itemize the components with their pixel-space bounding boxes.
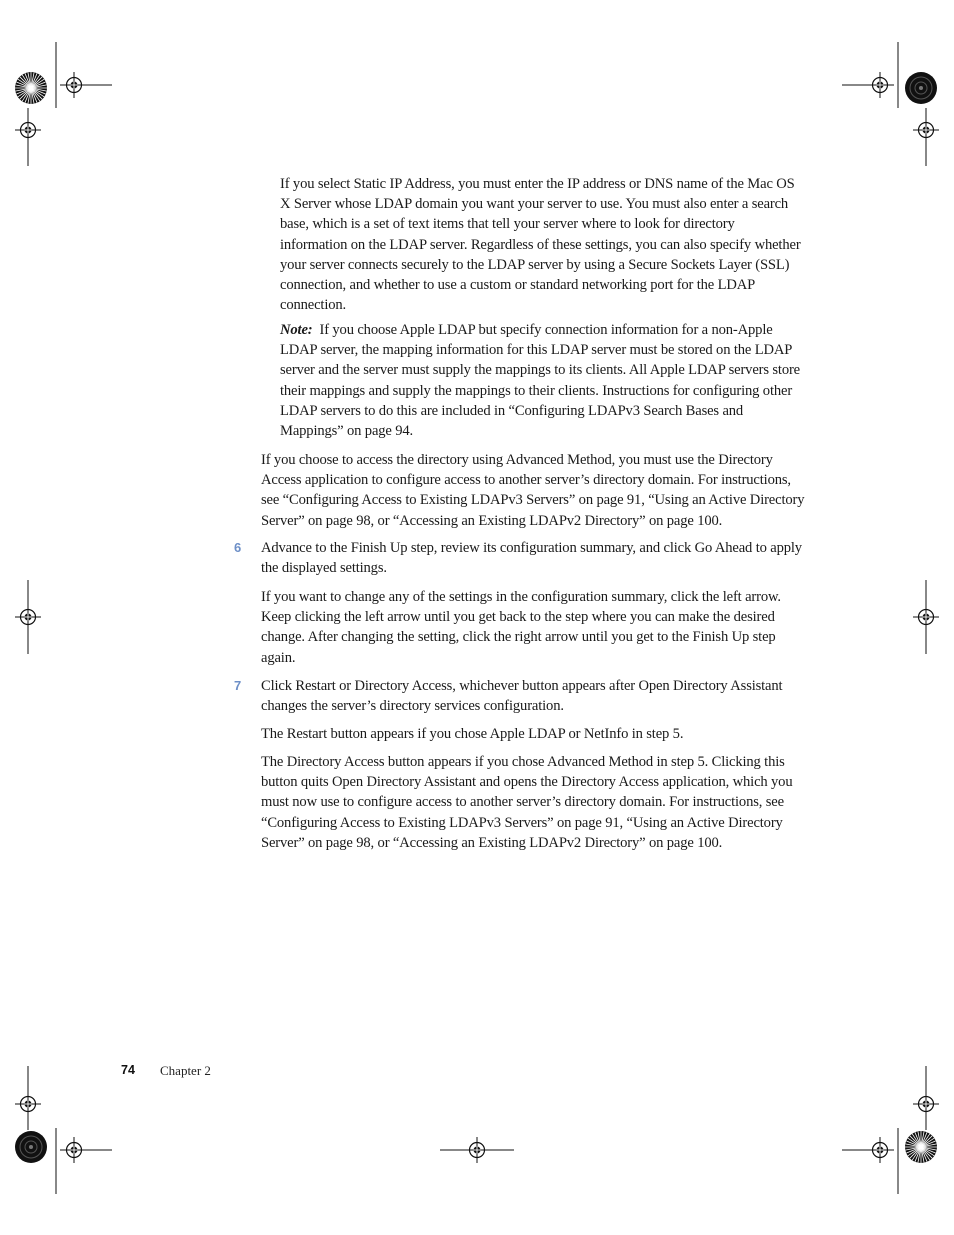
step-7-number: 7: [234, 678, 242, 693]
step-6-number: 6: [234, 540, 242, 555]
chapter-label: Chapter 2: [160, 1063, 211, 1078]
step-7-directory-access-note: The Directory Access button appears if you chose Advanced Method in step 5. Clicking this button quits Open Directory Assistant and opens the Directory Access application, which you must now use to configure access to another server’s directory domain. For instructions, see “Configuring Access to Existing LDAPv3 Servers” on page 91, “Using an Active Directory Server” on page 98, or “Accessing an Existing LDAPv2 Directory” on page 100.: [261, 754, 793, 851]
step-6-text: Advance to the Finish Up step, review its configuration summary, and click Go Ahead to apply the displayed settings.: [261, 540, 802, 577]
static-ip-paragraph: If you select Static IP Address, you must enter the IP address or DNS name of the Mac OS X Server whose LDAP domain you want your server to use. You must also enter a search base, which is a set of text items that tell your server where to look for directory information on the LDAP server. Regardless of these settings, you can also specify whether your server connects securely to the LDAP server by using a Secure Sockets Layer (SSL) connection, and whether to use a custom or standard networking port for the LDAP connection.: [280, 176, 801, 314]
advanced-method-paragraph: If you choose to access the directory using Advanced Method, you must use the Directory Access application to configure access to another server’s directory domain. For instructions, see “Configuring Access to Existing LDAPv3 Servers” on page 91, “Using an Active Directory Server” on page 98, or “Accessing an Existing LDAPv2 Directory” on page 100.: [261, 452, 805, 529]
note-text: If you choose Apple LDAP but specify connection information for a non-Apple LDAP server, the mapping information for this LDAP server must be stored on the LDAP server and the server must supply the mappings to its clients. All Apple LDAP servers store their mappings and supply the mappings to their clients. Instructions for configuring other LDAP servers to do this are included in “Configuring LDAPv3 Search Bases and Mappings” on page 94.: [280, 322, 801, 440]
note-label: Note:: [280, 322, 313, 338]
step-7-restart-note: The Restart button appears if you chose Apple LDAP or NetInfo in step 5.: [261, 726, 684, 742]
note-paragraph: [280, 320, 805, 441]
step-6-detail: If you want to change any of the settings in the configuration summary, click the left arrow. Keep clicking the left arrow until you get back to the step where you can make the desired change. After changing the setting, click the right arrow until you get to the Finish Up step again.: [261, 589, 781, 666]
step-7-text: Click Restart or Directory Access, whichever button appears after Open Directory Assistant changes the server’s directory services configuration.: [261, 678, 783, 715]
page-number: 74: [121, 1063, 135, 1077]
